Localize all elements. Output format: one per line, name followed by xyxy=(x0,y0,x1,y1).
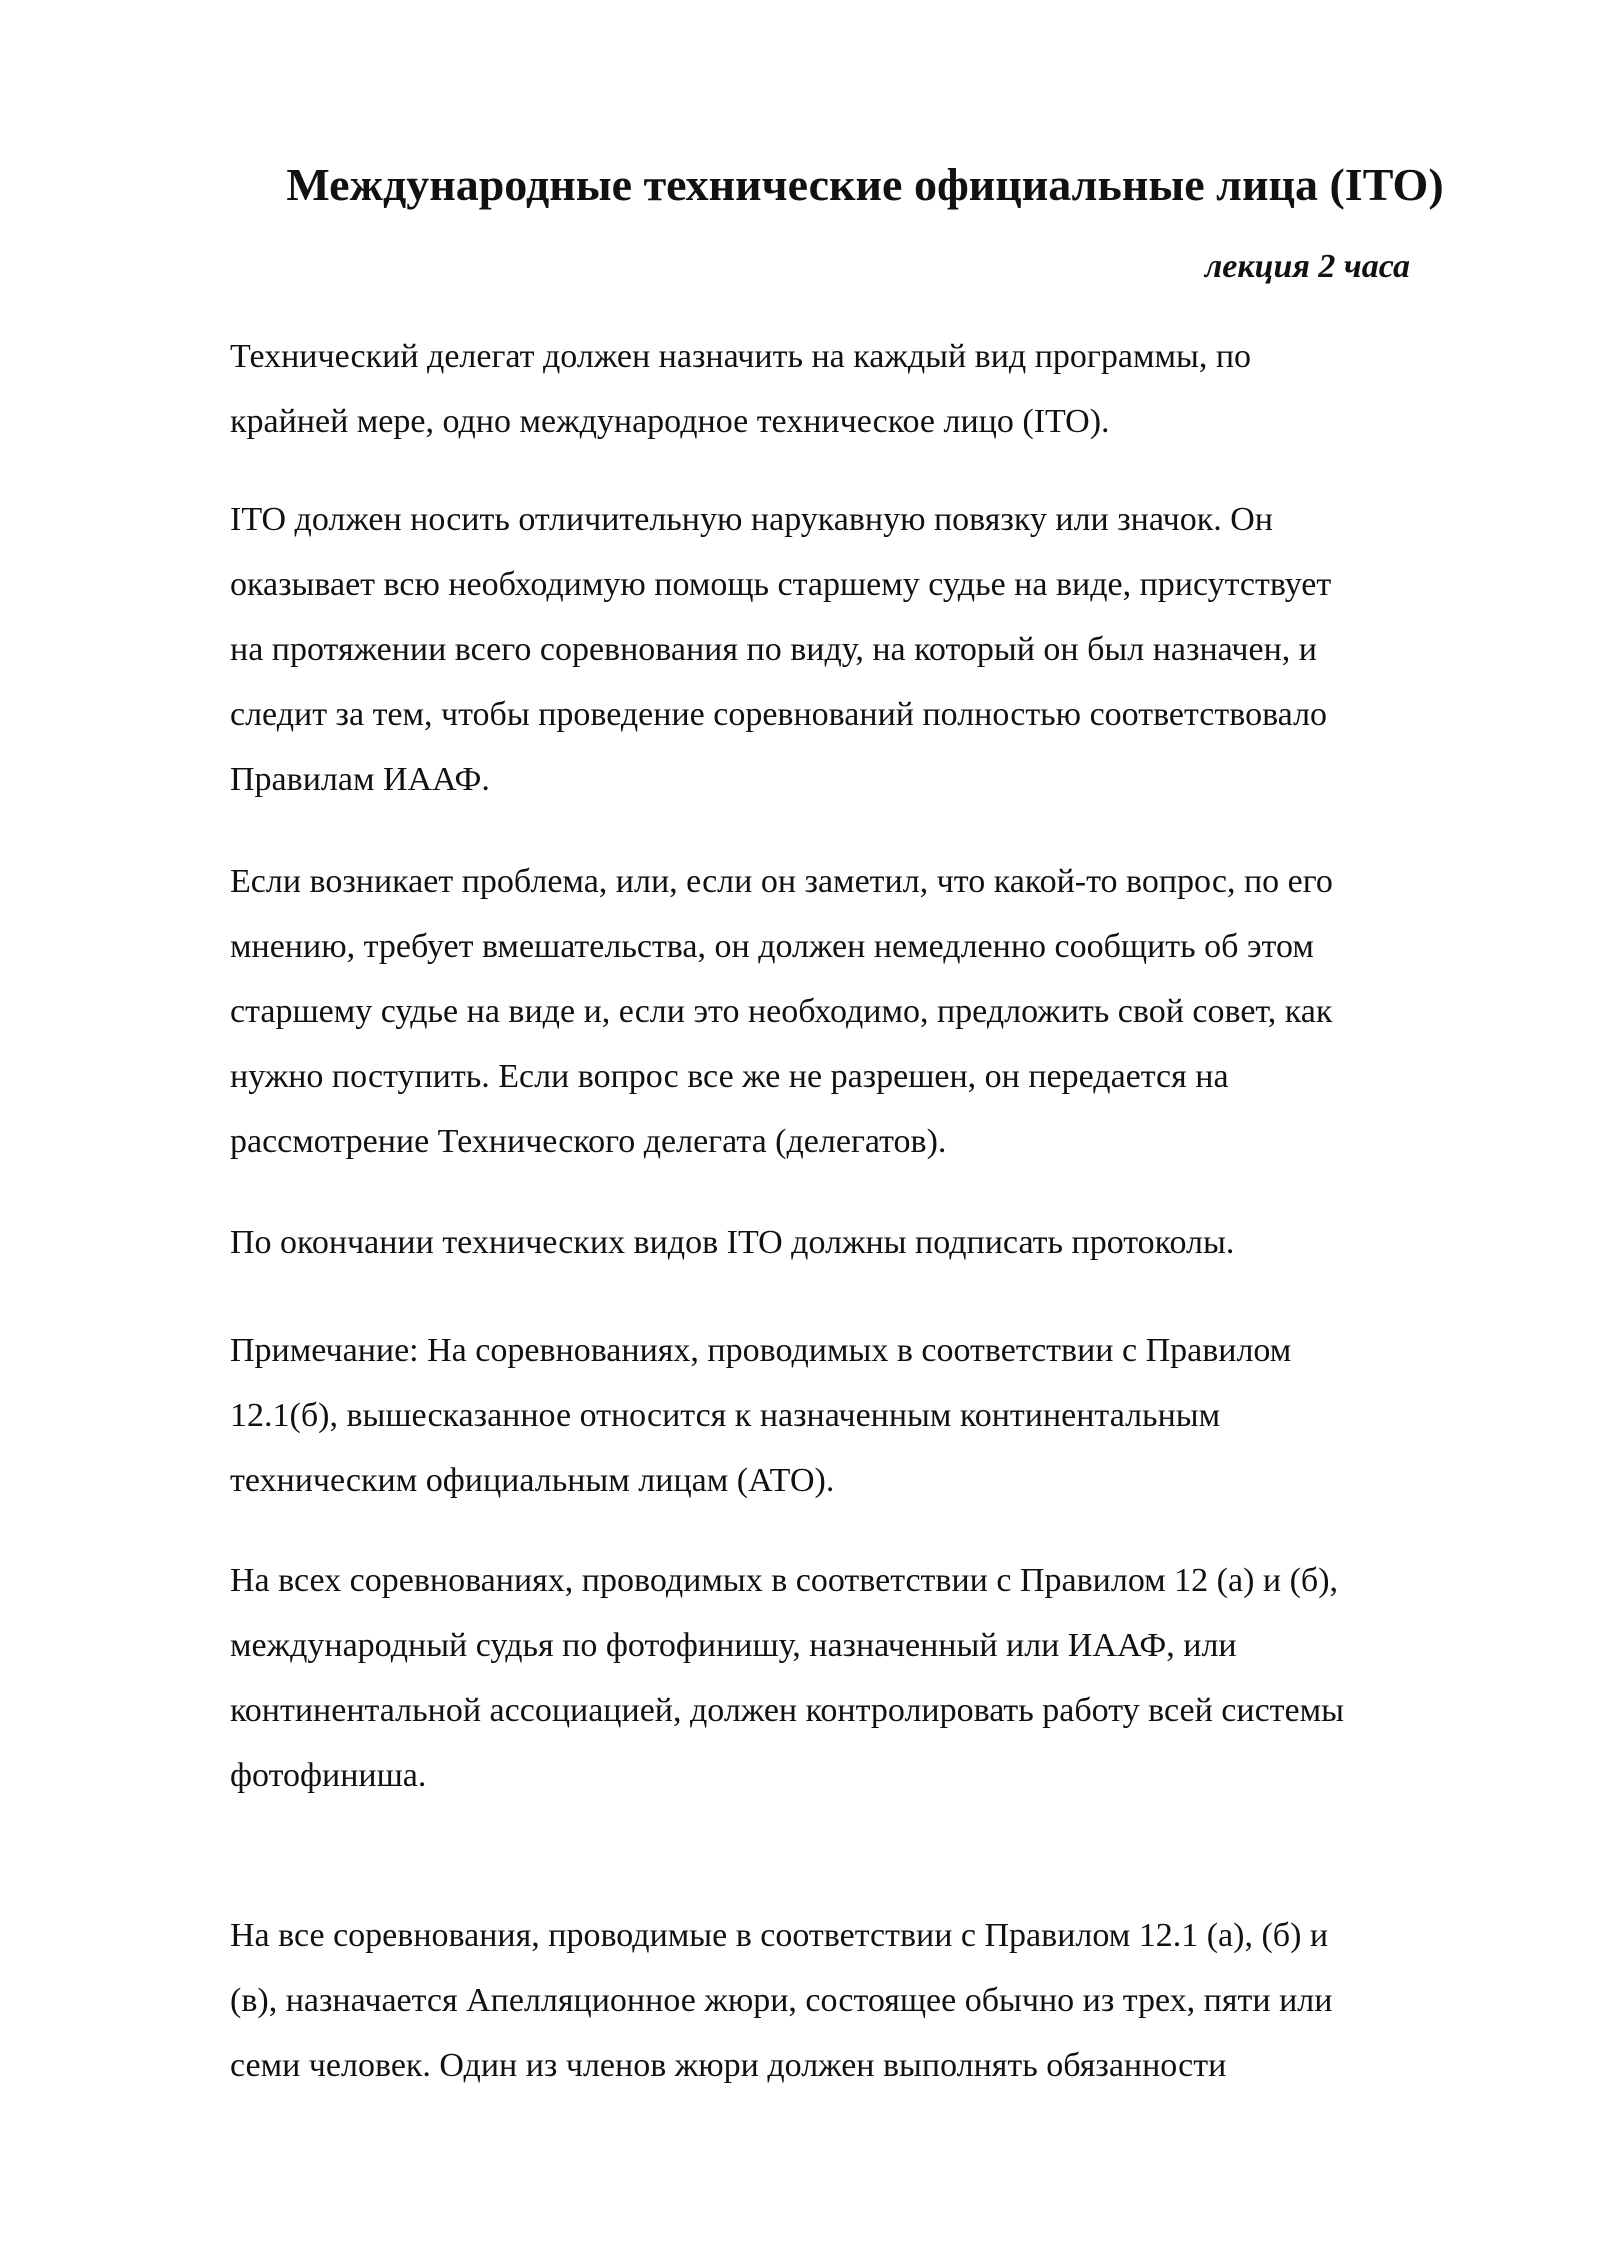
paragraph-line: мнению, требует вмешательства, он должен немедленно сообщить об этом xyxy=(230,928,1314,965)
paragraph-line: континентальной ассоциацией, должен контролировать работу всей системы xyxy=(230,1692,1344,1729)
paragraph-line: семи человек. Один из членов жюри должен выполнять обязанности xyxy=(230,2047,1227,2084)
paragraph-4 xyxy=(230,1210,1480,1275)
document-title: Международные технические официальные лица (ITO) xyxy=(286,159,1444,210)
paragraph-line: (в), назначается Апелляционное жюри, состоящее обычно из трех, пяти или xyxy=(230,1982,1333,2019)
paragraph-line: старшему судье на виде и, если это необходимо, предложить свой совет, как xyxy=(230,993,1333,1030)
paragraph-line: следит за тем, чтобы проведение соревнований полностью соответствовало xyxy=(230,696,1328,733)
paragraph-line: Примечание: На соревнованиях, проводимых в соответствии с Правилом xyxy=(230,1332,1292,1369)
paragraph-line: По окончании технических видов ITO должны подписать протоколы. xyxy=(230,1224,1235,1261)
paragraph-line: рассмотрение Технического делегата (делегатов). xyxy=(230,1123,947,1160)
paragraph-6 xyxy=(230,1548,1480,1808)
paragraph-7 xyxy=(230,1903,1480,2098)
paragraph-line: Правилам ИААФ. xyxy=(230,761,490,798)
paragraph-line: крайней мере, одно международное техническое лицо (ITO). xyxy=(230,403,1110,440)
paragraph-line: Технический делегат должен назначить на каждый вид программы, по xyxy=(230,338,1252,375)
paragraph-line: оказывает всю необходимую помощь старшему судье на виде, присутствует xyxy=(230,566,1332,603)
paragraph-line: на протяжении всего соревнования по виду, на который он был назначен, и xyxy=(230,631,1317,668)
lecture-duration: лекция 2 часа xyxy=(1204,248,1410,285)
paragraph-line: ITO должен носить отличительную нарукавную повязку или значок. Он xyxy=(230,501,1273,538)
paragraph-1 xyxy=(230,324,1480,454)
paragraph-line: Если возникает проблема, или, если он заметил, что какой-то вопрос, по его xyxy=(230,863,1333,900)
paragraph-line: нужно поступить. Если вопрос все же не разрешен, он передается на xyxy=(230,1058,1229,1095)
paragraph-line: техническим официальным лицам (АТО). xyxy=(230,1462,835,1499)
paragraph-2 xyxy=(230,487,1480,812)
paragraph-3 xyxy=(230,849,1480,1174)
paragraph-line: 12.1(б), вышесказанное относится к назначенным континентальным xyxy=(230,1397,1221,1434)
paragraph-line: На всех соревнованиях, проводимых в соответствии с Правилом 12 (а) и (б), xyxy=(230,1562,1339,1599)
paragraph-line: На все соревнования, проводимые в соответствии с Правилом 12.1 (а), (б) и xyxy=(230,1917,1329,1954)
paragraph-line: международный судья по фотофинишу, назначенный или ИААФ, или xyxy=(230,1627,1237,1664)
paragraph-5-note xyxy=(230,1318,1480,1513)
paragraph-line: фотофиниша. xyxy=(230,1757,427,1794)
